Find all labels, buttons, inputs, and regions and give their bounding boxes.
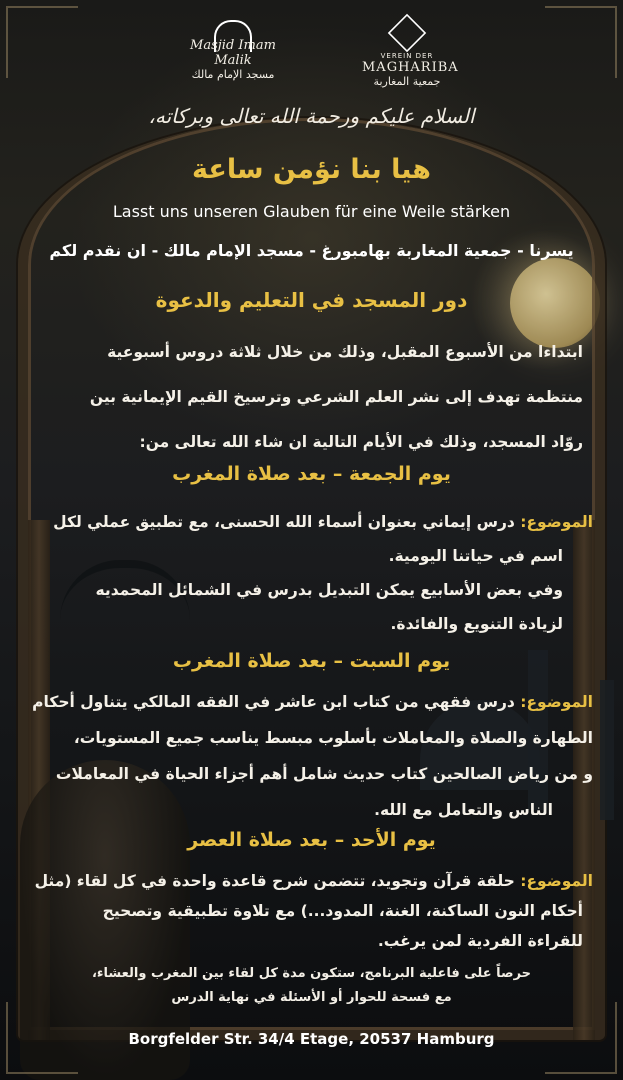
- topic-line: لزيادة التنويع والفائدة.: [390, 615, 563, 633]
- association-small-label: VEREIN DER: [380, 52, 434, 60]
- mosque-logo-latin: Masjid Imam Malik: [190, 38, 276, 68]
- minaret-silhouette-2: [600, 680, 614, 820]
- topic-line: و من رياض الصالحين كتاب حديث شامل أهم أجزاء الحياة في المعاملات: [55, 765, 593, 783]
- address: Borgfelder Str. 34/4 Etage, 20537 Hamburg: [128, 1030, 495, 1048]
- closing-line: حرصاً على فاعلية البرنامج، ستكون مدة كل لقاء بين المغرب والعشاء،: [91, 966, 532, 981]
- topic-line: أحكام النون الساكنة، الغنة، المدود...) مع تلاوة تطبيقية وتصحيح: [102, 902, 583, 920]
- logo-bar: [0, 14, 623, 94]
- description-line: منتظمة تهدف إلى نشر العلم الشرعي وترسيخ القيم الإيمانية بين: [89, 388, 583, 406]
- association-logo: [362, 16, 459, 88]
- mosque-logo-arabic: مسجد الإمام مالك: [191, 68, 275, 81]
- topic-line: اسم في حياتنا اليومية.: [388, 547, 563, 565]
- closing-line: مع فسحة للحوار أو الأسئلة في نهاية الدرس: [171, 990, 452, 1005]
- german-subtitle: Lasst uns unseren Glauben für eine Weile stärken: [112, 202, 511, 221]
- topic-label: الموضوع:: [520, 693, 593, 711]
- description: [40, 330, 583, 465]
- topic-line: درس إيماني بعنوان أسماء الله الحسنى، مع تطبيق عملي لكل: [53, 513, 515, 531]
- topic-line: وفي بعض الأسابيع يمكن التبديل بدرس في الشمائل المحمديه: [95, 581, 563, 599]
- topic-line: للقراءة الفردية لمن يرغب.: [377, 932, 583, 950]
- headline: هيا بنا نؤمن ساعة: [192, 154, 431, 185]
- greeting: السلام عليكم ورحمة الله تعالى وبركاته،: [148, 104, 475, 128]
- topic-line: الطهارة والصلاة والمعاملات بأسلوب مبسط يناسب جميع المستويات،: [73, 729, 593, 747]
- description-line: ابتداءا من الأسبوع المقبل، وذلك من خلال ثلاثة دروس أسبوعية: [107, 343, 583, 361]
- description-line: روّاد المسجد، وذلك في الأيام التالية ان شاء الله تعالى من:: [139, 433, 583, 451]
- section-title: دور المسجد في التعليم والدعوة: [155, 288, 468, 312]
- session-day-friday: يوم الجمعة – بعد صلاة المغرب: [172, 463, 451, 485]
- session-day-saturday: يوم السبت – بعد صلاة المغرب: [172, 650, 451, 672]
- association-name: MAGHARIBA: [362, 60, 459, 75]
- session-topic-friday: [20, 505, 593, 641]
- topic-label: الموضوع:: [520, 513, 593, 531]
- topic-line: درس فقهي من كتاب ابن عاشر في الفقه المالكي يتناول أحكام: [32, 693, 515, 711]
- topic-line: الناس والتعامل مع الله.: [374, 801, 553, 819]
- intro-text: يسرنا - جمعية المغاربة بهامبورغ - مسجد الإمام مالك - ان نقدم لكم: [49, 241, 574, 260]
- star-emblem-icon: [388, 14, 426, 52]
- mosque-logo: [178, 20, 288, 98]
- association-arabic: جمعية المغاربة: [373, 75, 441, 88]
- topic-label: الموضوع:: [520, 872, 593, 890]
- session-topic-saturday: [20, 684, 593, 828]
- session-topic-sunday: [20, 866, 593, 956]
- session-day-sunday: يوم الأحد – بعد صلاة العصر: [187, 829, 436, 851]
- topic-line: حلقة قرآن وتجويد، تتضمن شرح قاعدة واحدة في كل لقاء (مثل: [34, 872, 515, 890]
